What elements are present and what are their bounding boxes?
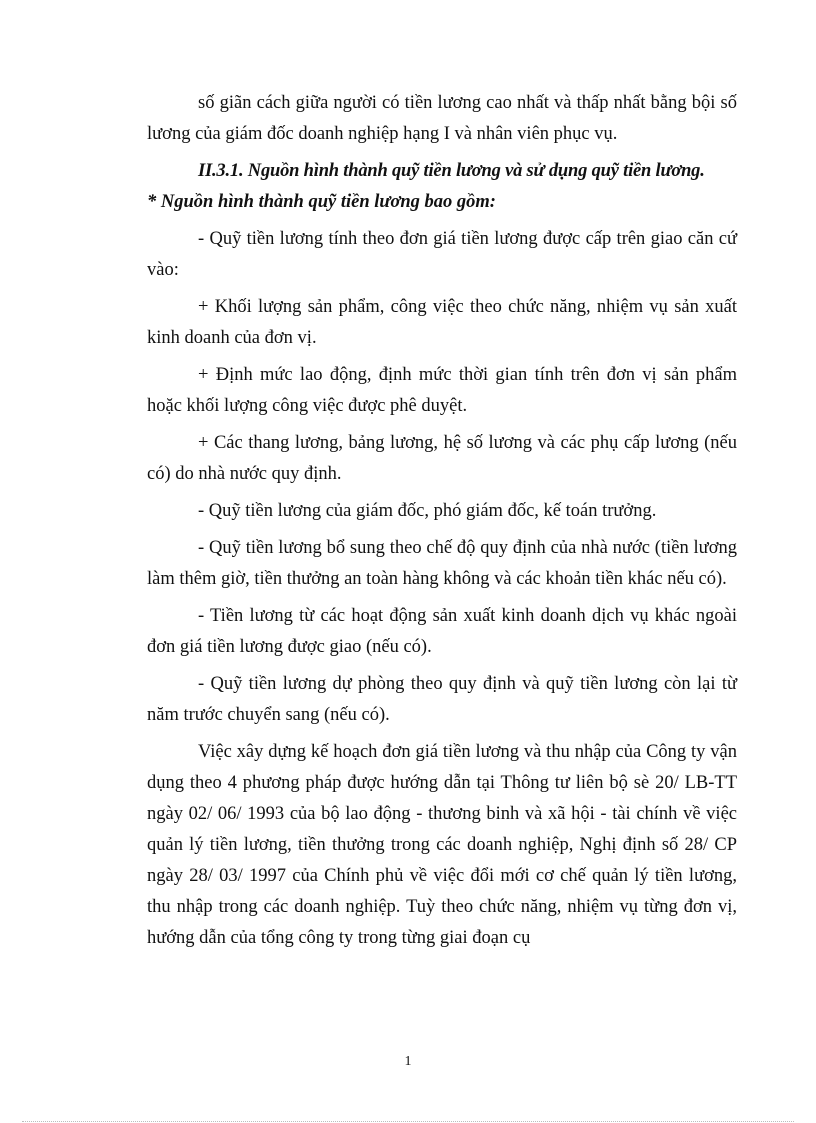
paragraph-labor-norms: + Định mức lao động, định mức thời gian tính trên đơn vị sản phẩm hoặc khối lượng công việc được phê duyệt. [147,365,737,416]
page-bottom-divider [22,1121,794,1122]
paragraph-reserve-wage-fund: - Quỹ tiền lương dự phòng theo quy định và quỹ tiền lương còn lại từ năm trước chuyển sang (nếu có). [147,674,737,725]
document-body [147,88,737,960]
paragraph-other-business-wages: - Tiền lương từ các hoạt động sản xuất kinh doanh dịch vụ khác ngoài đơn giá tiền lương được giao (nếu có). [147,606,737,657]
paragraph-director-wage-fund: - Quỹ tiền lương của giám đốc, phó giám đốc, kế toán trưởng. [198,501,657,521]
page-number: 1 [404,1054,412,1069]
paragraph-wage-planning: Việc xây dựng kế hoạch đơn giá tiền lương và thu nhập của Công ty vận dụng theo 4 phương pháp được hướng dẫn tại Thông tư liên bộ sè 20/ LB-TT ngày 02/ 06/ 1993 của bộ lao động - thương binh và xã hội - tài chính về việc quản lý tiền lương, tiền thưởng trong các doanh nghiệp, Nghị định số 28/ CP ngày 28/ 03/ 1997 của Chính phủ về việc đổi mới cơ chế quản lý tiền lương, thu nhập trong các doanh nghiệp. Tuỳ theo chức năng, nhiệm vụ từng đơn vị, hướng dẫn của tổng công ty trong từng giai đoạn cụ [147,742,737,948]
paragraph-supplementary-wage-fund: - Quỹ tiền lương bổ sung theo chế độ quy định của nhà nước (tiền lương làm thêm giờ, tiền thưởng an toàn hàng không và các khoản tiền khác nếu có). [147,538,737,589]
paragraph-product-volume: + Khối lượng sản phẩm, công việc theo chức năng, nhiệm vụ sản xuất kinh doanh của đơn vị. [147,297,737,348]
paragraph-wage-fund-unit-price: - Quỹ tiền lương tính theo đơn giá tiền lương được cấp trên giao căn cứ vào: [147,229,737,280]
paragraph-salary-scales: + Các thang lương, bảng lương, hệ số lương và các phụ cấp lương (nếu có) do nhà nước quy định. [147,433,737,484]
paragraph-continuation: số giãn cách giữa người có tiền lương cao nhất và thấp nhất bằng bội số lương của giám đốc doanh nghiệp hạng I và nhân viên phục vụ. [147,93,737,144]
section-heading: II.3.1. Nguồn hình thành quỹ tiền lương và sử dụng quỹ tiền lương. [198,161,705,181]
subsection-heading: * Nguồn hình thành quỹ tiền lương bao gồm: [147,192,496,212]
